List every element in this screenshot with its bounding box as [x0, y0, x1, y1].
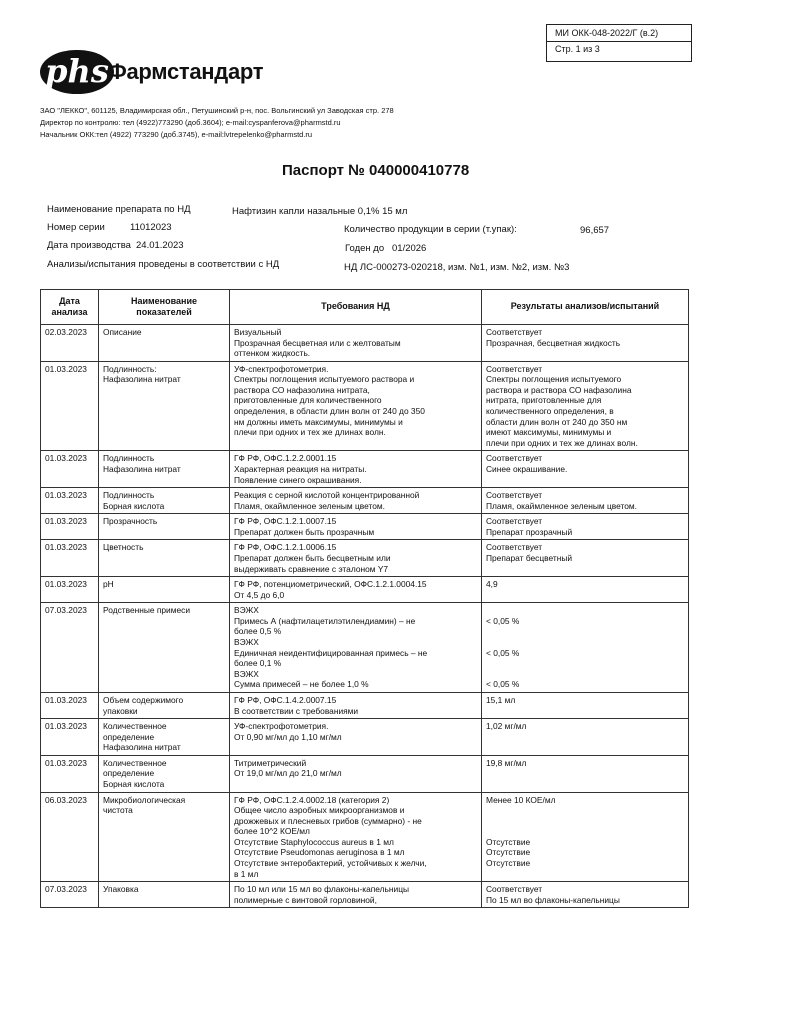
table-row [41, 361, 689, 451]
cell-date [41, 540, 99, 577]
expiry-label: Годен до [345, 243, 385, 254]
cell-indicator-line: Нафазолина нитрат [103, 742, 181, 753]
cell-requirement-line: Препарат должен быть бесцветным или [234, 552, 391, 563]
cell-result-line: < 0,05 % [486, 615, 520, 626]
cell-indicator-line: Подлинность [103, 490, 155, 501]
cell-result-line: области длин волн от 240 до 350 нм [486, 416, 628, 427]
table-row [41, 451, 689, 488]
cell-result-line: Отсутствие [486, 847, 531, 858]
cell-requirement-line: Единичная неидентифицированная примесь – не [234, 647, 428, 658]
cell-result-line: Спектры поглощения испытуемого [486, 374, 622, 385]
cell-requirement-line: полимерные с винтовой горловиной, [234, 894, 377, 905]
cell-requirement-line: ГФ РФ, ОФС.1.4.2.0007.15 [234, 694, 337, 705]
cell-requirement-line: Отсутствие Pseudomonas aeruginosa в 1 мл [234, 847, 405, 858]
cell-indicator [99, 325, 230, 362]
cell-requirement-line: От 19,0 мг/мл до 21,0 мг/мл [234, 768, 342, 779]
cell-result-line: 15,1 мл [486, 694, 516, 705]
cell-date [41, 325, 99, 362]
cell-date [41, 361, 99, 451]
document-code: МИ ОКК-048-2022/Г (в.2) [555, 28, 659, 38]
cell-date [41, 692, 99, 718]
cell-requirement-line: более 10^2 КОЕ/мл [234, 826, 310, 837]
cell-date-line: 01.03.2023 [45, 490, 87, 501]
cell-result [482, 577, 689, 603]
cell-result [482, 603, 689, 693]
cell-result-line: Синее окрашивание. [486, 463, 568, 474]
cell-date-line: 01.03.2023 [45, 516, 87, 527]
cell-requirement-line: УФ-спектрофотометрия. [234, 363, 329, 374]
cell-result-line [486, 669, 684, 680]
cell-result-line: 1,02 мг/мл [486, 721, 527, 732]
cell-result-line: Соответствует [486, 884, 543, 895]
cell-result-line: < 0,05 % [486, 647, 520, 658]
cell-requirement-line: ВЭЖХ [234, 605, 259, 616]
cell-result-line: Соответствует [486, 542, 543, 553]
cell-requirement-line: дрожжевых и плесневых грибов (суммарно) - не [234, 815, 422, 826]
cell-result-line [486, 658, 684, 669]
cell-result-line: Прозрачная, бесцветная жидкость [486, 337, 621, 348]
cell-requirement [230, 361, 482, 451]
cell-requirement-line: выдерживать сравнение с эталоном Y7 [234, 563, 389, 574]
cell-result-line: Соответствует [486, 453, 543, 464]
cell-result-line [486, 637, 684, 648]
cell-indicator-line: Борная кислота [103, 778, 165, 789]
cell-requirement-line: Препарат должен быть прозрачным [234, 526, 375, 537]
cell-result-line: Соответствует [486, 327, 543, 337]
table-row [41, 692, 689, 718]
cell-indicator-line: Родственные примеси [103, 605, 191, 616]
cell-indicator-line: упаковки [103, 705, 138, 716]
cell-requirement-line: Примесь А (нафтилацетилэтилендиамин) – не [234, 615, 416, 626]
cell-indicator-line: pH [103, 579, 114, 590]
cell-requirement-line: в 1 мл [234, 868, 259, 879]
cell-result-line: Отсутствие [486, 836, 531, 847]
cell-requirement-line: Реакция с серной кислотой концентрированной [234, 490, 420, 501]
standard-value: НД ЛС-000273-020218, изм. №1, изм. №2, изм. №3 [344, 262, 570, 273]
cell-indicator-line: Объем содержимого [103, 694, 184, 705]
cell-requirement [230, 540, 482, 577]
table-row [41, 603, 689, 693]
cell-date [41, 451, 99, 488]
cell-result-line [486, 869, 684, 880]
cell-requirement-line: Пламя, окаймленное зеленым цветом. [234, 500, 385, 511]
cell-requirement-line: ГФ РФ, ОФС.1.2.1.0007.15 [234, 516, 337, 527]
cell-date-line: 01.03.2023 [45, 694, 87, 705]
cell-date [41, 488, 99, 514]
cell-date [41, 792, 99, 882]
cell-result [482, 540, 689, 577]
cell-requirement-line: раствора СО нафазолина нитрата, [234, 384, 370, 395]
cell-requirement-line: В соответствии с требованиями [234, 705, 359, 716]
cell-result-line: По 15 мл во флаконы-капельницы [486, 894, 620, 905]
cell-result-line: имеют максимумы, минимумы и [486, 427, 612, 438]
column-header-indicator: Наименование показателей [99, 290, 230, 325]
column-header-results: Результаты анализов/испытаний [482, 290, 689, 325]
cell-date [41, 603, 99, 693]
cell-requirement-line: УФ-спектрофотометрия. [234, 721, 329, 732]
cell-indicator [99, 361, 230, 451]
cell-requirement-line: Сумма примесей – не более 1,0 % [234, 679, 369, 690]
cell-indicator [99, 882, 230, 908]
cell-result [482, 488, 689, 514]
table-row [41, 577, 689, 603]
cell-date-line: 01.03.2023 [45, 757, 87, 768]
cell-result-line: Соответствует [486, 490, 543, 501]
cell-result [482, 692, 689, 718]
cell-date-line: 01.03.2023 [45, 721, 87, 732]
cell-result [482, 719, 689, 756]
cell-indicator [99, 540, 230, 577]
company-address: ЗАО "ЛЕККО", 601125, Владимирская обл., Петушинский р-н, пос. Вольгинский ул Заводская стр. 278 [40, 106, 394, 115]
cell-result [482, 514, 689, 540]
cell-result-line: Препарат бесцветный [486, 552, 573, 563]
table-row [41, 540, 689, 577]
cell-date-line: 01.03.2023 [45, 363, 87, 374]
cell-indicator-line: Подлинность [103, 453, 155, 464]
cell-requirement [230, 451, 482, 488]
cell-requirement-line: определения, в области длин волн от 240 до 350 [234, 406, 425, 417]
cell-requirement-line: ВЭЖХ [234, 637, 259, 648]
cell-requirement-line: Характерная реакция на нитраты. [234, 463, 367, 474]
cell-date-line: 02.03.2023 [45, 327, 87, 337]
cell-date-line: 01.03.2023 [45, 453, 87, 464]
cell-requirement-line: Общее число аэробных микроорганизмов и [234, 805, 405, 816]
cell-date [41, 719, 99, 756]
cell-result [482, 755, 689, 792]
cell-indicator-line: Микробиологическая [103, 794, 186, 805]
cell-indicator [99, 603, 230, 693]
cell-result-line: Соответствует [486, 516, 543, 527]
production-date-value: 24.01.2023 [136, 240, 184, 251]
cell-indicator-line: Борная кислота [103, 500, 165, 511]
cell-indicator-line: Подлинность: [103, 363, 157, 374]
cell-indicator-line: чистота [103, 805, 133, 816]
cell-requirement-line: Появление синего окрашивания. [234, 474, 362, 485]
director-contact: Директор по контролю: тел (4922)773290 (доб.3604); e-mail:cyspanferova@pharmstd.ru [40, 118, 341, 127]
divider [547, 41, 691, 42]
cell-result [482, 882, 689, 908]
cell-result-line: плечи при одних и тех же длинах волн. [486, 437, 638, 448]
expiry-value: 01/2026 [392, 243, 427, 254]
cell-requirement [230, 514, 482, 540]
cell-indicator [99, 792, 230, 882]
cell-result-line: Отсутствие [486, 858, 531, 869]
cell-requirement-line: оттенком жидкость. [234, 348, 311, 359]
cell-requirement-line: По 10 мл или 15 мл во флаконы-капельницы [234, 884, 410, 895]
series-label: Номер серии [47, 222, 105, 233]
cell-result-line [486, 605, 684, 616]
column-header-requirements: Требования НД [230, 290, 482, 325]
cell-requirement-line: Прозрачная бесцветная или с желтоватым [234, 337, 401, 348]
cell-indicator-line: Количественное [103, 757, 167, 768]
cell-result [482, 792, 689, 882]
cell-date [41, 577, 99, 603]
cell-requirement-line: нм должны иметь максимумы, минимумы и [234, 416, 403, 427]
cell-requirement [230, 792, 482, 882]
cell-requirement-line: ГФ РФ, ОФС.1.2.1.0006.15 [234, 542, 337, 553]
cell-requirement-line: Отсутствие энтеробактерий, устойчивых к желчи, [234, 858, 427, 869]
cell-indicator-line: Упаковка [103, 884, 139, 895]
quantity-label: Количество продукции в серии (т.упак): [344, 224, 517, 235]
cell-requirement-line: ВЭЖХ [234, 668, 259, 679]
cell-result-line: < 0,05 % [486, 679, 520, 690]
cell-indicator [99, 577, 230, 603]
cell-indicator-line: Нафазолина нитрат [103, 374, 181, 385]
table-header-row [41, 290, 689, 325]
company-logo [40, 50, 264, 96]
cell-requirement [230, 692, 482, 718]
cell-indicator-line: Описание [103, 327, 142, 337]
cell-requirement-line: Визуальный [234, 327, 282, 337]
cell-result-line [486, 826, 684, 837]
table-row [41, 755, 689, 792]
table-body [41, 325, 689, 908]
cell-indicator-line: Прозрачность [103, 516, 158, 527]
cell-date-line: 01.03.2023 [45, 542, 87, 553]
cell-indicator [99, 692, 230, 718]
cell-requirement [230, 755, 482, 792]
cell-date-line: 07.03.2023 [45, 605, 87, 616]
cell-indicator [99, 488, 230, 514]
cell-requirement [230, 488, 482, 514]
cell-result [482, 325, 689, 362]
logo-brand: Фармстандарт [108, 59, 264, 84]
cell-indicator-line: Количественное [103, 721, 167, 732]
cell-requirement [230, 325, 482, 362]
page-title: Паспорт № 040000410778 [282, 162, 470, 179]
cell-result-line: Пламя, окаймленное зеленым цветом. [486, 500, 637, 511]
cell-indicator [99, 451, 230, 488]
cell-result-line: Препарат прозрачный [486, 526, 573, 537]
production-date-label: Дата производства [47, 240, 131, 251]
cell-result-line: 4,9 [486, 579, 498, 590]
cell-date [41, 882, 99, 908]
cell-result-line: нитрата, приготовленные для [486, 395, 602, 406]
table-row [41, 792, 689, 882]
cell-indicator [99, 755, 230, 792]
cell-requirement-line: От 4,5 до 6,0 [234, 589, 285, 600]
cell-requirement [230, 577, 482, 603]
cell-result-line [486, 626, 684, 637]
cell-date-line: 07.03.2023 [45, 884, 87, 895]
cell-requirement [230, 882, 482, 908]
cell-requirement-line: более 0,5 % [234, 626, 282, 637]
table-row [41, 488, 689, 514]
cell-date [41, 755, 99, 792]
cell-result-line: 19,8 мг/мл [486, 757, 527, 768]
cell-result-line: раствора и раствора СО нафазолина [486, 384, 632, 395]
standard-label: Анализы/испытания проведены в соответствии с НД [47, 259, 280, 270]
cell-requirement-line: Спектры поглощения испытуемого раствора и [234, 374, 415, 385]
series-value: 11012023 [130, 222, 172, 233]
table-row [41, 719, 689, 756]
cell-indicator-line: Нафазолина нитрат [103, 463, 181, 474]
cell-result-line: Менее 10 КОЕ/мл [486, 794, 556, 805]
cell-requirement [230, 719, 482, 756]
cell-result-line [486, 805, 684, 816]
cell-result [482, 361, 689, 451]
cell-indicator-line: определение [103, 731, 155, 742]
cell-result-line [486, 816, 684, 827]
drug-value: Нафтизин капли назальные 0,1% 15 мл [232, 206, 408, 217]
drug-label: Наименование препарата по НД [47, 204, 191, 215]
document-code-box [546, 24, 692, 62]
cell-requirement-line: приготовленные для количественного [234, 395, 382, 406]
cell-requirement-line: От 0,90 мг/мл до 1,10 мг/мл [234, 731, 342, 742]
cell-requirement-line: ГФ РФ, ОФС.1.2.4.0002.18 (категория 2) [234, 794, 390, 805]
cell-date-line: 01.03.2023 [45, 579, 87, 590]
cell-requirement [230, 603, 482, 693]
table-row [41, 882, 689, 908]
cell-requirement-line: ГФ РФ, потенциометрический, ОФС.1.2.1.0004.15 [234, 579, 427, 590]
cell-result-line: Соответствует [486, 363, 543, 374]
cell-requirement-line: Отсутствие Staphylococcus aureus в 1 мл [234, 836, 394, 847]
cell-date [41, 514, 99, 540]
cell-requirement-line: более 0,1 % [234, 658, 282, 669]
head-contact: Начальник ОКК:тел (4922) 773290 (доб.3745), e-mail:lvtrepelenko@pharmstd.ru [40, 130, 313, 139]
cell-date-line: 06.03.2023 [45, 794, 87, 805]
analysis-table [40, 289, 689, 908]
quantity-value: 96,657 [580, 225, 610, 236]
cell-requirement-line: плечи при одних и тех же длинах волн. [234, 427, 386, 438]
table-row [41, 325, 689, 362]
cell-requirement-line: Титриметрический [234, 757, 307, 768]
cell-requirement-line: ГФ РФ, ОФС.1.2.2.0001.15 [234, 453, 337, 464]
cell-result-line: количественного определения, в [486, 406, 614, 417]
table-row [41, 514, 689, 540]
column-header-date: Дата анализа [41, 290, 99, 325]
cell-result [482, 451, 689, 488]
cell-indicator-line: Цветность [103, 542, 144, 553]
logo-mark: phs [40, 50, 114, 94]
cell-indicator [99, 514, 230, 540]
cell-indicator-line: определение [103, 768, 155, 779]
cell-indicator [99, 719, 230, 756]
page-number: Стр. 1 из 3 [555, 44, 600, 54]
